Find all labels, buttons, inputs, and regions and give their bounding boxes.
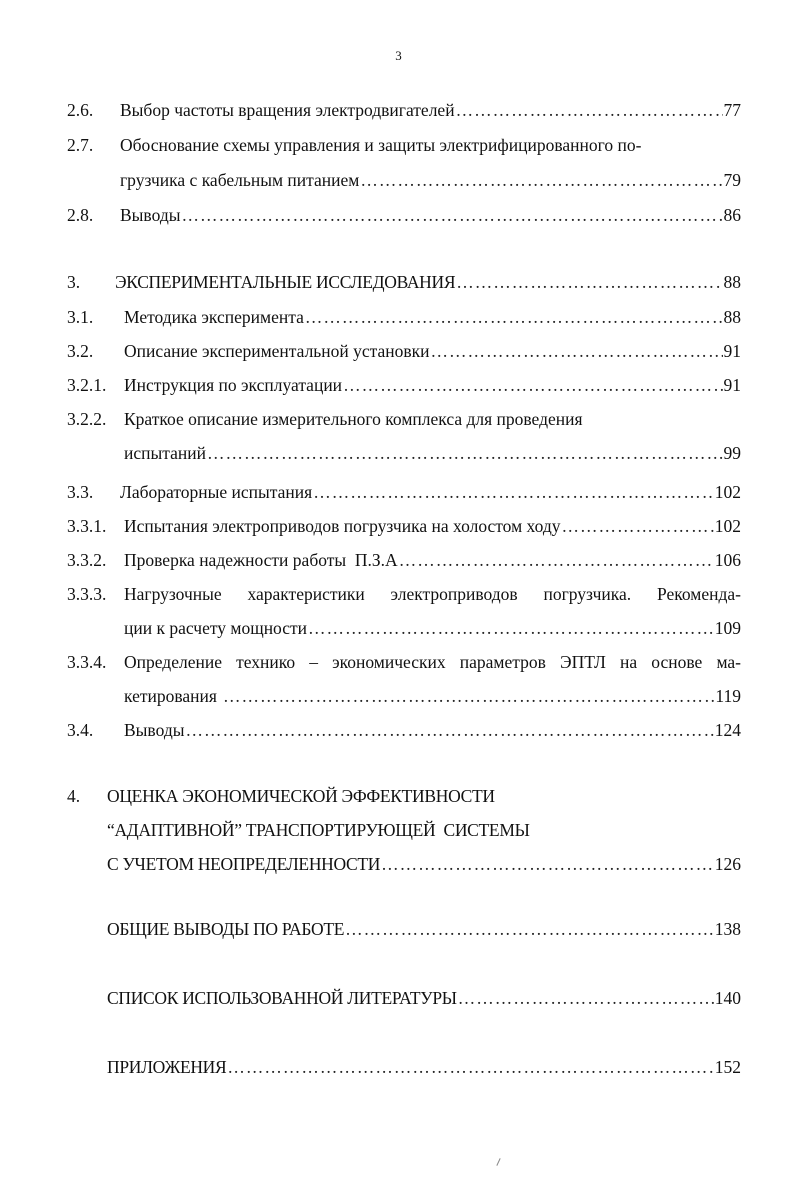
page-number: 3 bbox=[395, 48, 402, 63]
toc-entry-number: 3.2.1. bbox=[67, 375, 107, 395]
toc-entry[interactable] bbox=[67, 716, 741, 744]
toc-entry-title: Инструкция по эксплуатации bbox=[124, 375, 343, 395]
toc-entry-page: 138 bbox=[714, 919, 741, 939]
toc-entry-page: 88 bbox=[723, 307, 741, 327]
toc-entry-number: 4. bbox=[67, 786, 81, 806]
dot-leader bbox=[185, 716, 713, 744]
dot-leader bbox=[431, 337, 723, 365]
toc-chapter[interactable] bbox=[67, 850, 741, 878]
dot-leader bbox=[456, 96, 723, 124]
toc-chapter-line[interactable] bbox=[67, 782, 741, 810]
toc-entry-title: СПИСОК ИСПОЛЬЗОВАННОЙ ЛИТЕРАТУРЫ bbox=[107, 988, 457, 1008]
toc-entry-page: 91 bbox=[723, 375, 741, 395]
toc-entry[interactable] bbox=[67, 478, 741, 506]
toc-entry-title: ЭКСПЕРИМЕНТАЛЬНЫЕ ИССЛЕДОВАНИЯ bbox=[115, 272, 456, 292]
toc-entry-number: 3.1. bbox=[67, 307, 94, 327]
toc-entry-page: 152 bbox=[714, 1057, 741, 1077]
toc-entry-line[interactable] bbox=[67, 131, 741, 159]
toc-entry-title: ции к расчету мощности bbox=[124, 618, 308, 638]
toc-entry-number: 2.7. bbox=[67, 135, 94, 155]
toc-entry-title: ПРИЛОЖЕНИЯ bbox=[107, 1057, 227, 1077]
dot-leader bbox=[562, 512, 714, 540]
toc-entry[interactable] bbox=[67, 303, 741, 331]
toc-entry-number: 3.3. bbox=[67, 482, 94, 502]
dot-leader bbox=[181, 201, 722, 229]
toc-entry-line[interactable] bbox=[67, 405, 741, 433]
toc-entry-title: Выбор частоты вращения электродвигателей bbox=[120, 100, 455, 120]
dot-leader bbox=[227, 1053, 713, 1081]
toc-entry[interactable] bbox=[67, 371, 741, 399]
toc-entry-title-line1: Нагрузочные характеристики электроприводов погрузчика. Рекоменда- bbox=[124, 584, 741, 604]
toc-chapter-line[interactable] bbox=[67, 816, 741, 844]
toc-entry-number: 3.4. bbox=[67, 720, 94, 740]
toc-entry-page: 99 bbox=[723, 443, 741, 463]
toc-entry[interactable] bbox=[67, 439, 741, 467]
toc-entry-page: 106 bbox=[714, 550, 741, 570]
toc-entry-title-line1: Обоснование схемы управления и защиты электрифицированного по- bbox=[120, 135, 642, 155]
toc-entry-page: 77 bbox=[723, 100, 741, 120]
scan-artifact bbox=[496, 1158, 500, 1166]
dot-leader bbox=[456, 268, 722, 296]
toc-entry-title-line1: ОЦЕНКА ЭКОНОМИЧЕСКОЙ ЭФФЕКТИВНОСТИ bbox=[107, 786, 495, 806]
toc-entry-title: Лабораторные испытания bbox=[120, 482, 313, 502]
toc-entry[interactable] bbox=[67, 546, 741, 574]
toc-entry-page: 126 bbox=[714, 854, 741, 874]
toc-entry-number: 2.8. bbox=[67, 205, 94, 225]
toc-entry[interactable] bbox=[67, 614, 741, 642]
dot-leader bbox=[345, 915, 714, 943]
toc-entry-number: 3.2.2. bbox=[67, 409, 107, 429]
toc-chapter[interactable] bbox=[67, 984, 741, 1012]
toc-entry-page: 109 bbox=[714, 618, 741, 638]
toc-entry-title: ОБЩИЕ ВЫВОДЫ ПО РАБОТЕ bbox=[107, 919, 345, 939]
dot-leader bbox=[223, 682, 714, 710]
dot-leader bbox=[313, 478, 714, 506]
toc-entry-page: 88 bbox=[723, 272, 741, 292]
toc-entry-page: 86 bbox=[723, 205, 741, 225]
dot-leader bbox=[399, 546, 714, 574]
toc-entry-title: Методика эксперимента bbox=[124, 307, 304, 327]
toc-entry-page: 102 bbox=[714, 516, 741, 536]
toc-entry[interactable] bbox=[67, 337, 741, 365]
toc-entry-line[interactable] bbox=[67, 648, 741, 676]
toc-entry-page: 124 bbox=[714, 720, 741, 740]
toc-entry-title: Выводы bbox=[124, 720, 185, 740]
dot-leader bbox=[458, 984, 714, 1012]
toc-entry[interactable] bbox=[67, 166, 741, 194]
toc-entry-title-line2: “АДАПТИВНОЙ” ТРАНСПОРТИРУЮЩЕЙ СИСТЕМЫ bbox=[107, 820, 530, 840]
toc-entry-page: 79 bbox=[723, 170, 741, 190]
toc-entry-number: 3.3.4. bbox=[67, 652, 107, 672]
toc-entry-page: 140 bbox=[714, 988, 741, 1008]
toc-entry-number: 3.2. bbox=[67, 341, 94, 361]
dot-leader bbox=[308, 614, 714, 642]
dot-leader bbox=[207, 439, 723, 467]
toc-chapter[interactable] bbox=[67, 915, 741, 943]
toc-entry-page: 91 bbox=[723, 341, 741, 361]
toc-entry-number: 3. bbox=[67, 272, 81, 292]
toc-entry-title: Описание экспериментальной установки bbox=[124, 341, 430, 361]
toc-entry-title: С УЧЕТОМ НЕОПРЕДЕЛЕННОСТИ bbox=[107, 854, 381, 874]
dot-leader bbox=[343, 371, 722, 399]
toc-entry-line[interactable] bbox=[67, 580, 741, 608]
toc-entry-number: 3.3.2. bbox=[67, 550, 107, 570]
dot-leader bbox=[360, 166, 722, 194]
toc-entry-title-line1: Определение технико – экономических параметров ЭПТЛ на основе ма- bbox=[124, 652, 741, 672]
dot-leader bbox=[381, 850, 714, 878]
toc-entry[interactable] bbox=[67, 682, 741, 710]
toc-entry-number: 3.3.1. bbox=[67, 516, 107, 536]
toc-entry-page: 119 bbox=[715, 686, 741, 706]
toc-entry-page: 102 bbox=[714, 482, 741, 502]
toc-entry-title: кетирования bbox=[124, 686, 217, 706]
toc-entry-title: грузчика с кабельным питанием bbox=[120, 170, 360, 190]
toc-entry-title: Проверка надежности работы П.З.А bbox=[124, 550, 398, 570]
toc-entry-number: 2.6. bbox=[67, 100, 94, 120]
toc-chapter[interactable] bbox=[67, 1053, 741, 1081]
toc-entry-title: Выводы bbox=[120, 205, 181, 225]
dot-leader bbox=[305, 303, 723, 331]
toc-entry-number: 3.3.3. bbox=[67, 584, 107, 604]
toc-entry-title: испытаний bbox=[124, 443, 206, 463]
toc-entry[interactable] bbox=[67, 201, 741, 229]
toc-entry-title-line1: Краткое описание измерительного комплекса для проведения bbox=[124, 409, 583, 429]
toc-chapter[interactable] bbox=[67, 268, 741, 296]
toc-entry[interactable] bbox=[67, 512, 741, 540]
toc-entry-title: Испытания электроприводов погрузчика на холостом ходу bbox=[124, 516, 561, 536]
toc-entry[interactable] bbox=[67, 96, 741, 124]
